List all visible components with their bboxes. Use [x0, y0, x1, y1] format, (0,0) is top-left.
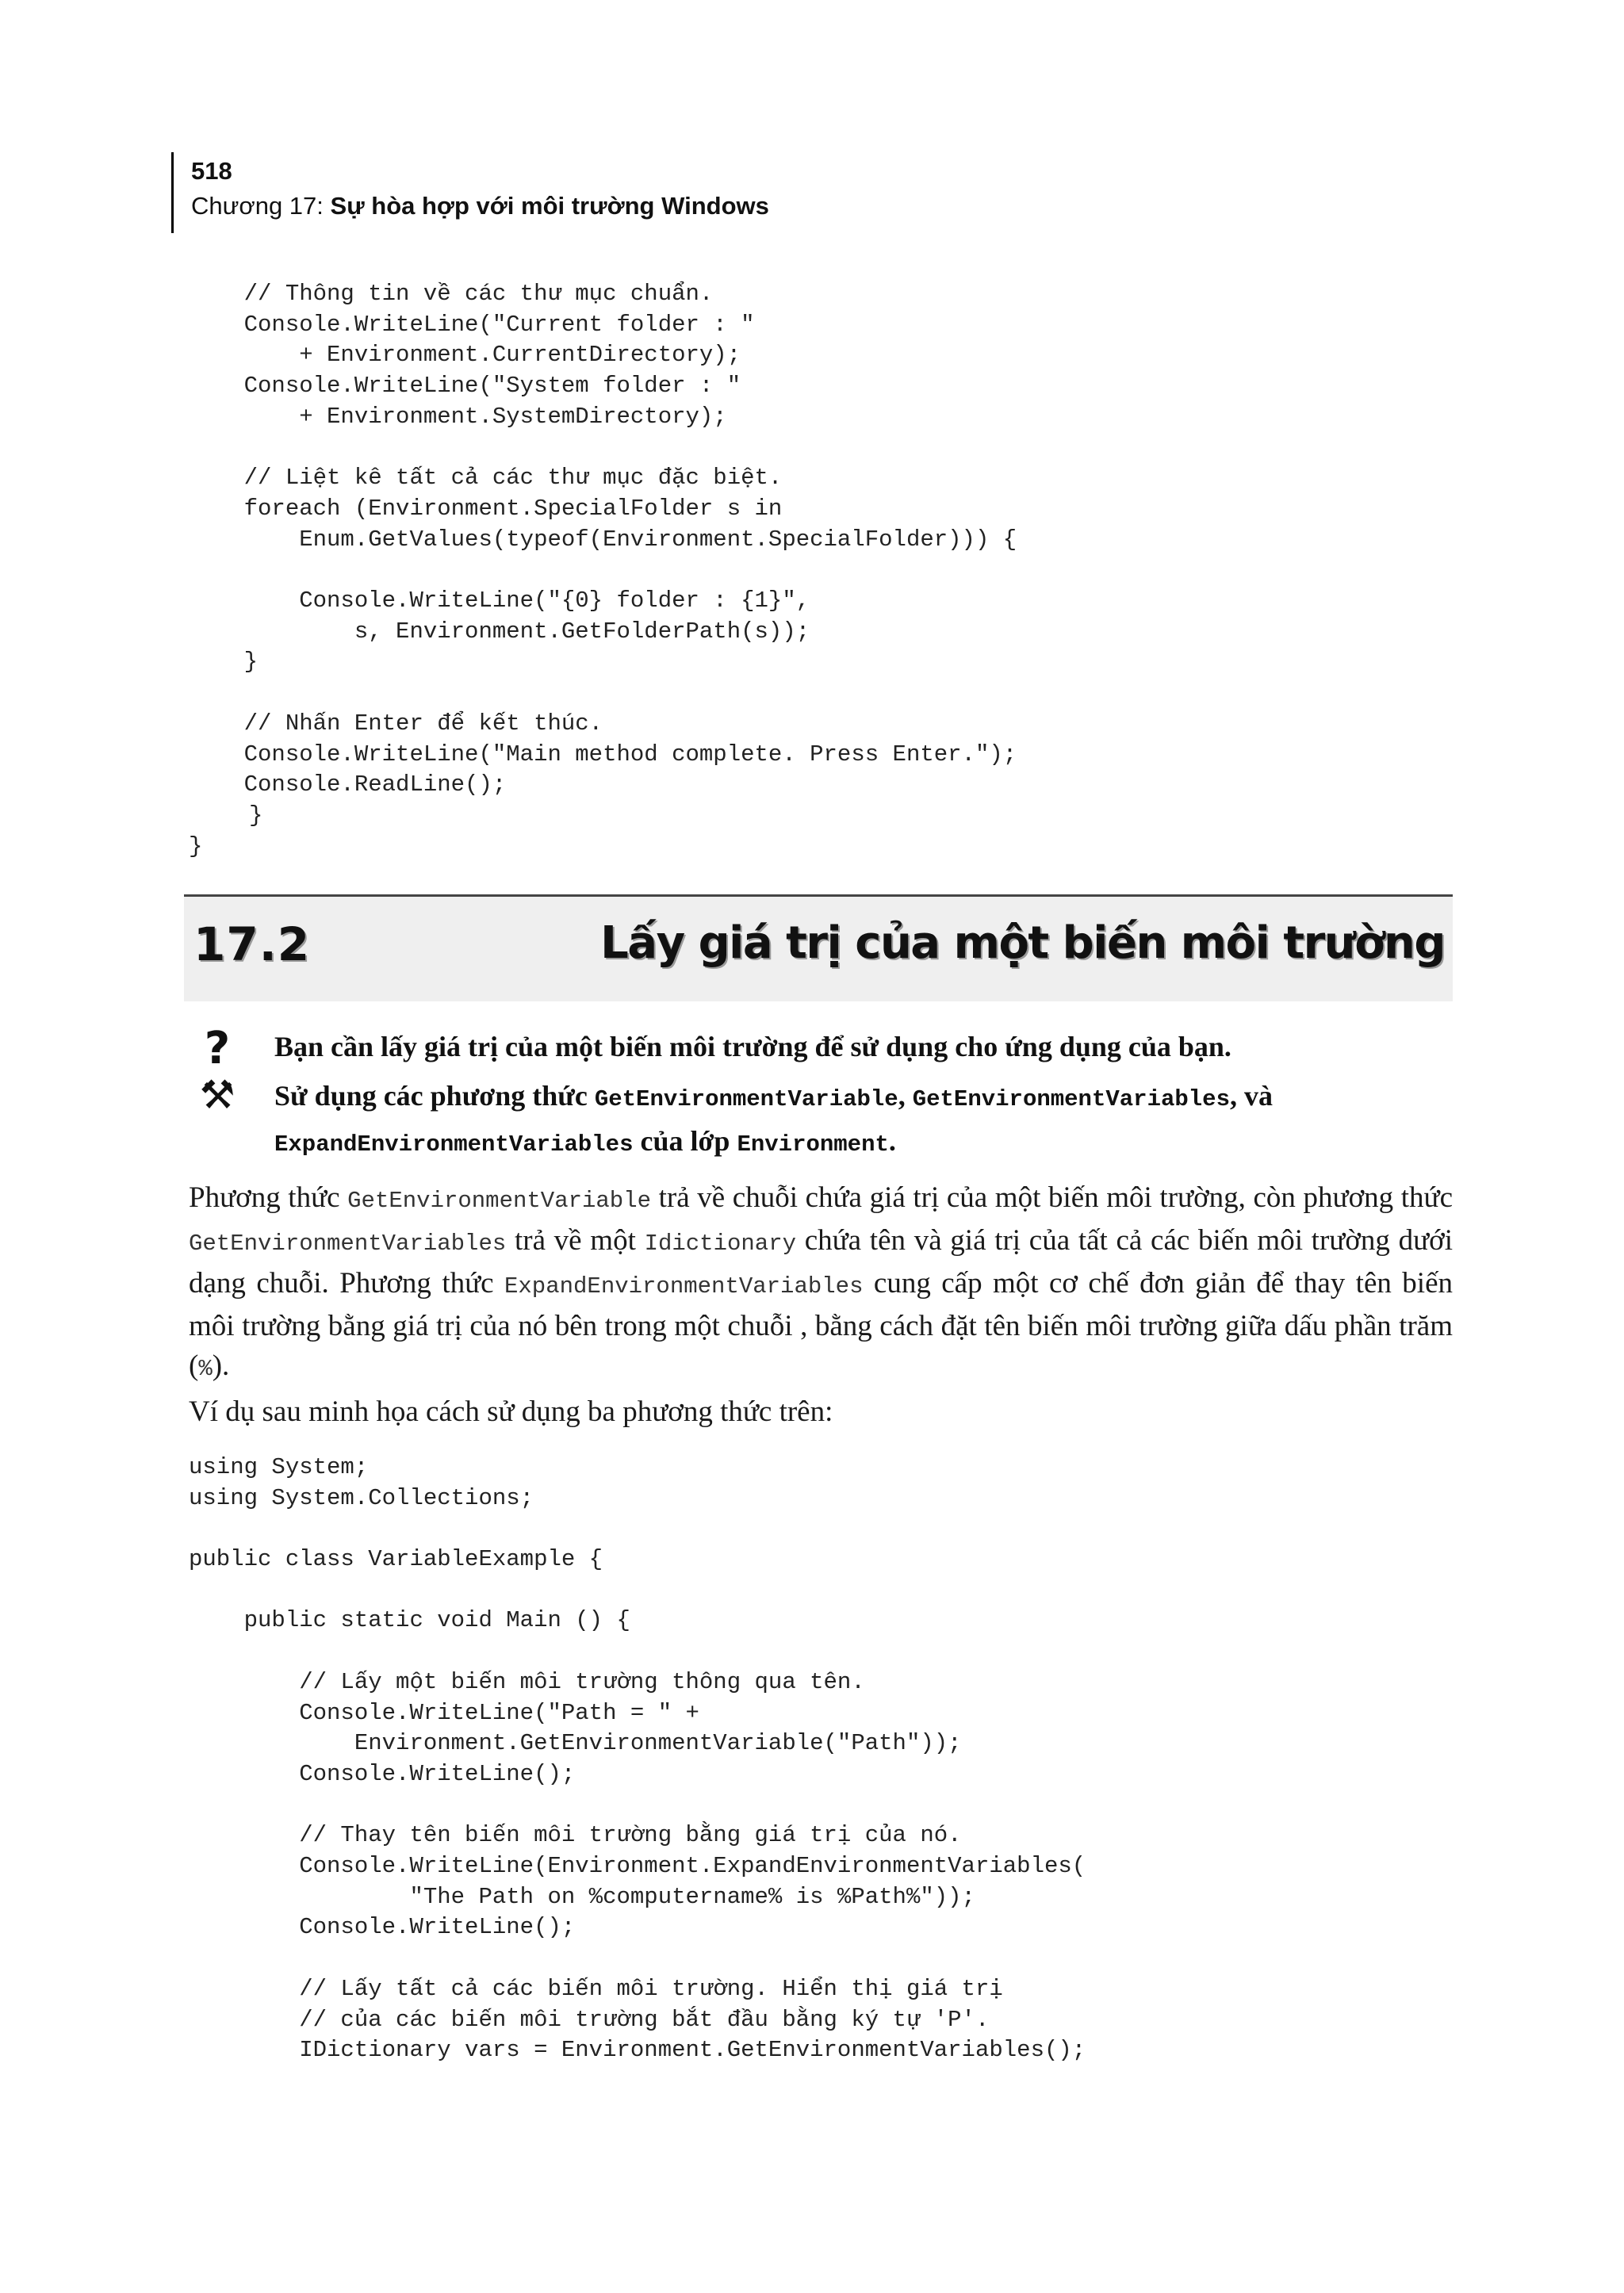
code-line: using System.Collections;: [189, 1484, 534, 1511]
para-text: ).: [212, 1349, 230, 1382]
solution-text-5: .: [888, 1125, 896, 1157]
code-line: + Environment.CurrentDirectory);: [189, 342, 741, 369]
code-line: // Lấy tất cả các biến môi trường. Hiển thị giá trị: [189, 1975, 1003, 2002]
code-line: Console.WriteLine("Current folder : ": [189, 311, 755, 338]
code-line: // Liệt kê tất cả các thư mục đặc biệt.: [189, 465, 783, 492]
code-block-1: [189, 279, 1017, 862]
section-number: 17.2: [193, 917, 311, 971]
inline-code: ExpandEnvironmentVariables: [504, 1273, 864, 1300]
method-get-environment-variables: GetEnvironmentVariables: [912, 1086, 1230, 1112]
code-line: using System;: [189, 1454, 369, 1480]
section-heading-bar: [184, 894, 1453, 1001]
code-line: [189, 433, 1017, 464]
code-line: IDictionary vars = Environment.GetEnvironmentVariables();: [189, 2037, 1086, 2064]
code-block-2: [189, 1453, 1086, 2066]
code-line: Console.WriteLine("Main method complete. Press Enter.");: [189, 741, 1017, 768]
solution-row: [193, 1072, 1454, 1159]
inline-code: %: [198, 1356, 213, 1382]
code-line: public static void Main () {: [189, 1607, 630, 1634]
chapter-prefix: Chương 17:: [191, 192, 331, 220]
code-line: public class VariableExample {: [189, 1546, 603, 1573]
code-line: [189, 678, 1017, 709]
method-get-environment-variable: GetEnvironmentVariable: [594, 1086, 898, 1112]
code-line: Console.WriteLine("Path = " +: [189, 1699, 699, 1726]
page-header: [171, 152, 769, 233]
para-text: chứa tên và giá trị của tất cả các biến môi trường dưới dạng chuỗi. Phương thức: [189, 1224, 1453, 1300]
code-line: [189, 1514, 1086, 1545]
problem-row: [193, 1023, 1454, 1074]
inline-code: GetEnvironmentVariables: [189, 1231, 507, 1257]
code-line: [189, 1575, 1086, 1606]
class-environment: Environment: [737, 1131, 889, 1158]
code-line: [189, 1790, 1086, 1821]
code-line: }: [189, 833, 203, 859]
code-line: [189, 1636, 1086, 1667]
section-title: Lấy giá trị của một biến môi trường: [600, 917, 1445, 969]
code-line: [189, 1943, 1086, 1974]
code-line: Console.WriteLine("{0} folder : {1}",: [189, 588, 810, 614]
solution-text-4: của lớp: [633, 1125, 737, 1157]
code-line: Environment.GetEnvironmentVariable("Path"));: [189, 1730, 962, 1757]
para-text: Phương thức: [189, 1181, 348, 1214]
code-line: Console.ReadLine();: [189, 771, 507, 798]
code-line: "The Path on %computername% is %Path%"));: [189, 1883, 975, 1910]
chapter-heading: [191, 189, 769, 224]
code-line: s, Environment.GetFolderPath(s));: [189, 618, 810, 645]
solution-text-1: Sử dụng các phương thức: [274, 1080, 595, 1112]
code-line: // Thông tin về các thư mục chuẩn.: [189, 281, 714, 307]
code-line: foreach (Environment.SpecialFolder s in: [189, 495, 783, 522]
code-line: }: [189, 649, 259, 676]
body-paragraph-1: [189, 1178, 1453, 1389]
method-expand-environment-variables: ExpandEnvironmentVariables: [274, 1131, 634, 1158]
para-text: trả về một: [506, 1224, 645, 1257]
code-line: Console.WriteLine();: [189, 1914, 576, 1941]
solution-text-3: , và: [1229, 1080, 1273, 1112]
problem-text: Bạn cần lấy giá trị của một biến môi trường để sử dụng cho ứng dụng của bạn.: [274, 1031, 1231, 1062]
chapter-title: Sự hòa hợp với môi trường Windows: [330, 192, 769, 220]
code-line: + Environment.SystemDirectory);: [189, 403, 727, 430]
solution-text-2: ,: [898, 1080, 913, 1112]
inline-code: GetEnvironmentVariable: [347, 1188, 652, 1214]
body-paragraph-2: Ví dụ sau minh họa cách sử dụng ba phương thức trên:: [189, 1395, 833, 1428]
code-line: Enum.GetValues(typeof(Environment.SpecialFolder))) {: [189, 526, 1017, 553]
code-line: // Thay tên biến môi trường bằng giá trị của nó.: [189, 1822, 962, 1849]
code-line: }: [249, 802, 263, 829]
code-line: Console.WriteLine("System folder : ": [189, 373, 741, 400]
para-text: cung cấp một cơ chế đơn giản để thay tên biến môi trường bằng giá trị của nó bên trong một chuỗi , bằng cách đặt tên biến môi trường giữa dấu phần trăm (: [189, 1267, 1454, 1382]
page-number: 518: [191, 157, 232, 185]
code-line: Console.WriteLine(Environment.ExpandEnvironmentVariables(: [189, 1853, 1086, 1880]
inline-code: Idictionary: [644, 1231, 796, 1257]
code-line: // của các biến môi trường bắt đầu bằng ký tự 'P'.: [189, 2006, 990, 2033]
code-line: // Nhấn Enter để kết thúc.: [189, 710, 603, 737]
solution-text: [274, 1075, 1454, 1166]
code-line: Console.WriteLine();: [189, 1760, 576, 1787]
code-line: // Lấy một biến môi trường thông qua tên.: [189, 1668, 865, 1695]
code-line: [189, 555, 1017, 586]
question-mark-icon: ?: [204, 1023, 231, 1074]
tools-icon: ⚒: [199, 1072, 236, 1118]
para-text: trả về chuỗi chứa giá trị của một biến môi trường, còn phương thức: [651, 1181, 1453, 1214]
